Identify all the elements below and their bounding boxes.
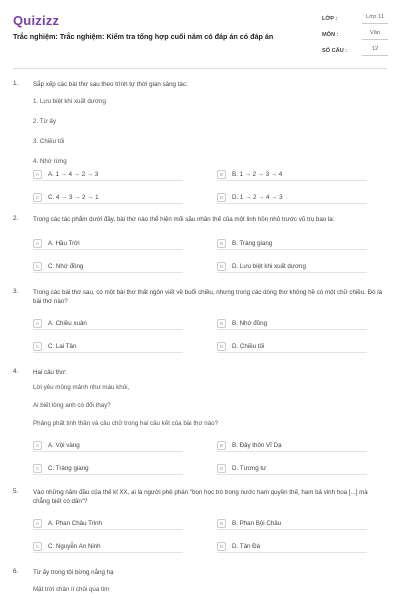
option-underline: [217, 329, 367, 330]
option-text: A. Phan Châu Trinh: [48, 519, 103, 527]
option-letter: A: [33, 519, 42, 528]
option-text: D. Lưu biệt khi xuất dương: [232, 262, 306, 270]
option-underline: [33, 552, 183, 553]
option-d[interactable]: [217, 339, 264, 353]
meta-count: [322, 44, 388, 60]
question-line: Phảng phất tinh thần và cảu chữ trong hai câu kết của bài thơ nào?: [33, 420, 219, 427]
question-line: Lời yêu mỏng mảnh như màu khói,: [33, 384, 130, 391]
question-line: Ai biết lòng anh có đổi thay?: [33, 402, 111, 409]
option-c[interactable]: [33, 539, 101, 553]
option-c[interactable]: [33, 259, 83, 273]
question-text: Vào những năm đầu của thế kỉ XX, ai là người phê phán "bọn học trò trong nước ham quyền thế, ham bả vinh hoa [...] mà chẳng biết có dân"?: [33, 489, 368, 505]
option-letter: C: [33, 542, 42, 551]
question-text: Trong các bài thơ sau, có một bài thơ thất ngôn viết về buổi chiều, nhưng trong các dòng thơ không hề có một chữ chiều. Đó là bài thơ nào?: [33, 289, 383, 305]
option-d[interactable]: [217, 190, 283, 204]
option-c[interactable]: [33, 190, 99, 204]
option-a[interactable]: [33, 167, 98, 181]
option-text: A. Chiều xuân: [48, 319, 87, 327]
option-underline: [217, 249, 367, 250]
option-d[interactable]: [217, 461, 266, 475]
option-b[interactable]: [217, 167, 282, 181]
option-text: D. Chiều tối: [232, 342, 265, 350]
option-underline: [217, 451, 367, 452]
question-text: Sắp xếp các bài thơ sau theo trình tự thời gian sáng tác:: [33, 81, 188, 88]
question-line: 3. Chiều tối: [33, 138, 65, 145]
question-line: 4. Nhớ rừng: [33, 158, 67, 165]
option-text: A. Vội vàng: [48, 441, 80, 449]
option-letter: B: [217, 170, 226, 179]
question-text: Trong các tác phẩm dưới đây, bài thơ nào thể hiện mối sầu nhân thế của một linh hồn nhỏ trước vũ trụ bao la:: [33, 216, 335, 223]
meta-label: SỐ CÂU :: [322, 48, 348, 54]
option-text: C. 4 → 3 → 2 → 1: [48, 193, 99, 201]
option-underline: [33, 329, 183, 330]
question-line: Mặt trời chân lí chói qua tim: [33, 586, 110, 593]
question-text: Hai câu thơ:: [33, 369, 67, 376]
option-b[interactable]: [217, 516, 281, 530]
meta-value: 12: [362, 46, 388, 56]
option-text: D. Tương tư: [232, 464, 267, 472]
option-a[interactable]: [33, 316, 87, 330]
question-line: 1. Lưu biệt khi xuất dương: [33, 98, 106, 105]
option-text: B. Phan Bội Châu: [232, 519, 282, 527]
option-b[interactable]: [217, 236, 272, 250]
option-letter: A: [33, 239, 42, 248]
meta-value: Lớp 11: [362, 14, 388, 24]
option-underline: [217, 529, 367, 530]
option-text: B. Đây thôn Vĩ Dạ: [232, 441, 282, 449]
option-letter: D: [217, 342, 226, 351]
question-number: 6.: [13, 568, 19, 575]
option-letter: C: [33, 262, 42, 271]
quizizz-logo: Quizizz: [13, 13, 60, 28]
worksheet-header: [0, 0, 400, 70]
option-underline: [33, 451, 183, 452]
option-text: C. Nguyễn An Ninh: [48, 542, 101, 550]
option-underline: [33, 474, 183, 475]
option-text: D. 1 → 2 → 4 → 3: [232, 193, 283, 201]
option-letter: A: [33, 170, 42, 179]
question-number: 2.: [13, 215, 19, 222]
option-underline: [217, 474, 367, 475]
option-underline: [33, 352, 183, 353]
option-c[interactable]: [33, 461, 89, 475]
option-b[interactable]: [217, 438, 282, 452]
option-letter: C: [33, 193, 42, 202]
option-letter: A: [33, 441, 42, 450]
option-underline: [33, 272, 183, 273]
option-letter: B: [217, 319, 226, 328]
meta-grade: [322, 12, 388, 28]
option-underline: [33, 203, 183, 204]
option-letter: C: [33, 464, 42, 473]
meta-label: MÔN :: [322, 32, 339, 38]
option-text: B. Tràng giang: [232, 239, 273, 247]
option-text: A. Hầu Trời: [48, 239, 80, 247]
option-underline: [33, 249, 183, 250]
option-underline: [217, 552, 367, 553]
question-line: 2. Từ ấy: [33, 118, 56, 125]
option-underline: [217, 203, 367, 204]
option-b[interactable]: [217, 316, 267, 330]
option-letter: B: [217, 519, 226, 528]
option-underline: [33, 180, 183, 181]
option-letter: D: [217, 193, 226, 202]
option-d[interactable]: [217, 259, 306, 273]
option-letter: B: [217, 441, 226, 450]
option-text: D. Tản Đà: [232, 542, 261, 550]
option-text: C. Nhớ đồng: [48, 262, 84, 270]
question-number: 1.: [13, 80, 19, 87]
question-number: 3.: [13, 288, 19, 295]
option-text: C. Tràng giang: [48, 464, 89, 472]
option-letter: A: [33, 319, 42, 328]
option-text: B. 1 → 2 → 3 → 4: [232, 170, 283, 178]
header-divider: [13, 68, 387, 69]
option-letter: D: [217, 464, 226, 473]
question-text: Từ ấy trong tôi bừng nắng hạ: [33, 569, 114, 576]
option-a[interactable]: [33, 438, 80, 452]
option-letter: D: [217, 542, 226, 551]
option-text: C. Lai Tân: [48, 342, 77, 350]
option-underline: [217, 272, 367, 273]
option-underline: [33, 529, 183, 530]
option-letter: C: [33, 342, 42, 351]
worksheet-title: Trắc nghiệm: Trắc nghiệm: Kiểm tra tổng hợp cuối năm có đáp án có đáp án: [13, 32, 274, 41]
option-letter: B: [217, 239, 226, 248]
meta-subject: [322, 28, 388, 44]
option-letter: D: [217, 262, 226, 271]
worksheet-meta: [322, 12, 388, 60]
option-text: A. 1 → 4 → 2 → 3: [48, 170, 99, 178]
meta-value: Văn: [362, 30, 388, 40]
option-d[interactable]: [217, 539, 260, 553]
question-number: 4.: [13, 368, 19, 375]
option-a[interactable]: [33, 236, 80, 250]
option-c[interactable]: [33, 339, 76, 353]
option-text: B. Nhớ đồng: [232, 319, 268, 327]
option-underline: [217, 180, 367, 181]
option-a[interactable]: [33, 516, 102, 530]
question-number: 5.: [13, 488, 19, 495]
meta-label: LỚP :: [322, 16, 338, 22]
option-underline: [217, 352, 367, 353]
